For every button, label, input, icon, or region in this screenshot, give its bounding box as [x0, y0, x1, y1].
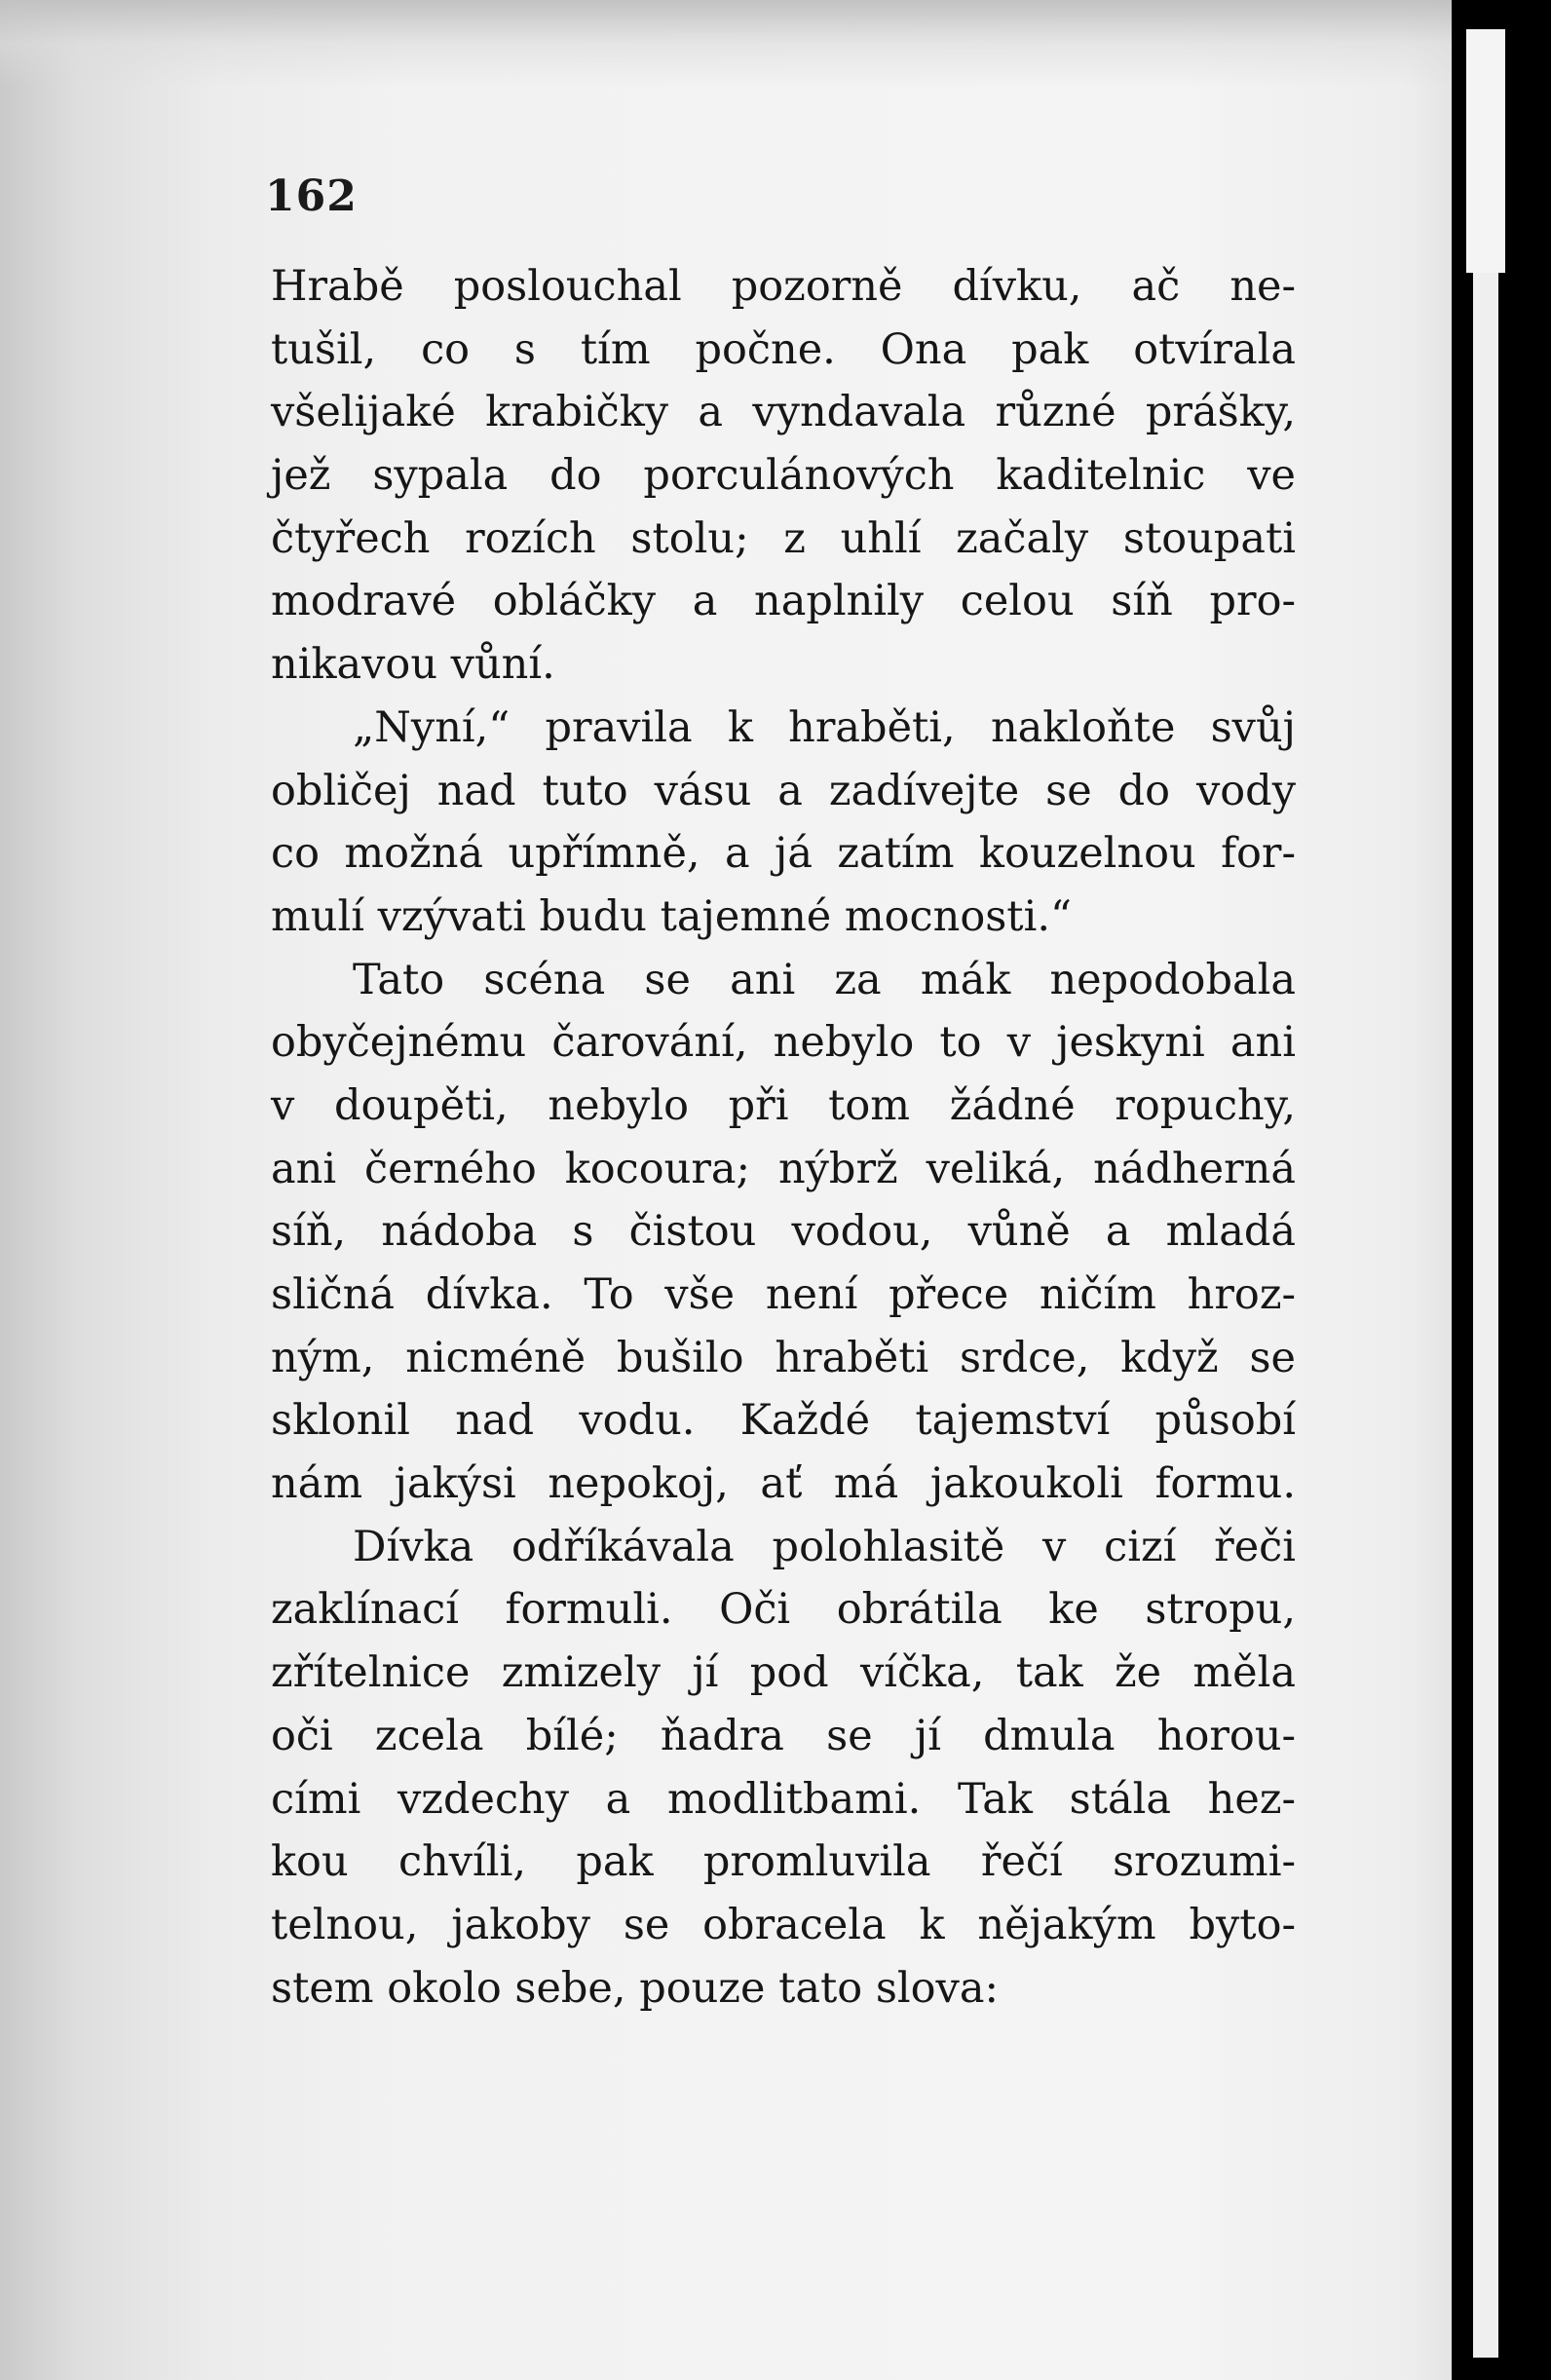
text-line: Tato scéna se ani za mák nepodobala	[353, 955, 1296, 1004]
text-line: Dívka odříkávala polohlasitě v cizí řeči	[353, 1522, 1296, 1571]
text-line: v doupěti, nebylo při tom žádné ropuchy,	[271, 1080, 1296, 1130]
page-number: 162	[265, 171, 358, 221]
text-line: sličná dívka. To vše není přece ničím hroz-	[271, 1270, 1296, 1319]
text-line: nám jakýsi nepokoj, ať má jakoukoli formu.	[271, 1459, 1296, 1509]
scan-border	[1452, 0, 1551, 2380]
text-line: Hrabě poslouchal pozorně dívku, ač ne-	[271, 262, 1296, 311]
text-line: všelijaké krabičky a vyndavala různé prášky,	[271, 388, 1296, 437]
page-shadow	[0, 0, 1452, 88]
text-line: čtyřech rozích stolu; z uhlí začaly stoupati	[271, 513, 1296, 563]
text-line: tušil, co s tím počne. Ona pak otvírala	[271, 324, 1296, 374]
text-line: jež sypala do porculánových kaditelnic ve	[271, 451, 1296, 501]
text-line: modravé obláčky a naplnily celou síň pro-	[271, 577, 1296, 626]
text-line: co možná upřímně, a já zatím kouzelnou for-	[271, 829, 1296, 879]
text-line: obyčejnému čarování, nebylo to v jeskyni ani	[271, 1018, 1296, 1068]
text-line: ani černého kocoura; nýbrž veliká, nádherná	[271, 1144, 1296, 1193]
text-line: kou chvíli, pak promluvila řečí srozumi-	[271, 1837, 1296, 1887]
body-text	[271, 255, 1296, 2020]
text-line: sklonil nad vodu. Každé tajemství působí	[271, 1396, 1296, 1446]
text-line: síň, nádoba s čistou vodou, vůně a mladá	[271, 1207, 1296, 1257]
adjacent-page-edge	[1473, 273, 1498, 2358]
text-line: cími vzdechy a modlitbami. Tak stála hez-	[271, 1774, 1296, 1824]
text-line: zřítelnice zmizely jí pod víčka, tak že měla	[271, 1648, 1296, 1698]
text-line: obličej nad tuto vásu a zadívejte se do vody	[271, 766, 1296, 815]
adjacent-page-edge	[1466, 29, 1505, 273]
text-line: mulí vzývati budu tajemné mocnosti.“	[271, 891, 1072, 941]
text-line: stem okolo sebe, pouze tato slova:	[271, 1963, 999, 2013]
text-line: zaklínací formuli. Oči obrátila ke stropu,	[271, 1585, 1296, 1635]
text-line: nikavou vůní.	[271, 640, 555, 690]
text-line: oči zcela bílé; ňadra se jí dmula horou-	[271, 1711, 1296, 1760]
text-line: telnou, jakoby se obracela k nějakým byto-	[271, 1900, 1296, 1949]
text-line: ným, nicméně bušilo hraběti srdce, když se	[271, 1333, 1296, 1382]
text-line: „Nyní,“ pravila k hraběti, nakloňte svůj	[353, 702, 1296, 752]
